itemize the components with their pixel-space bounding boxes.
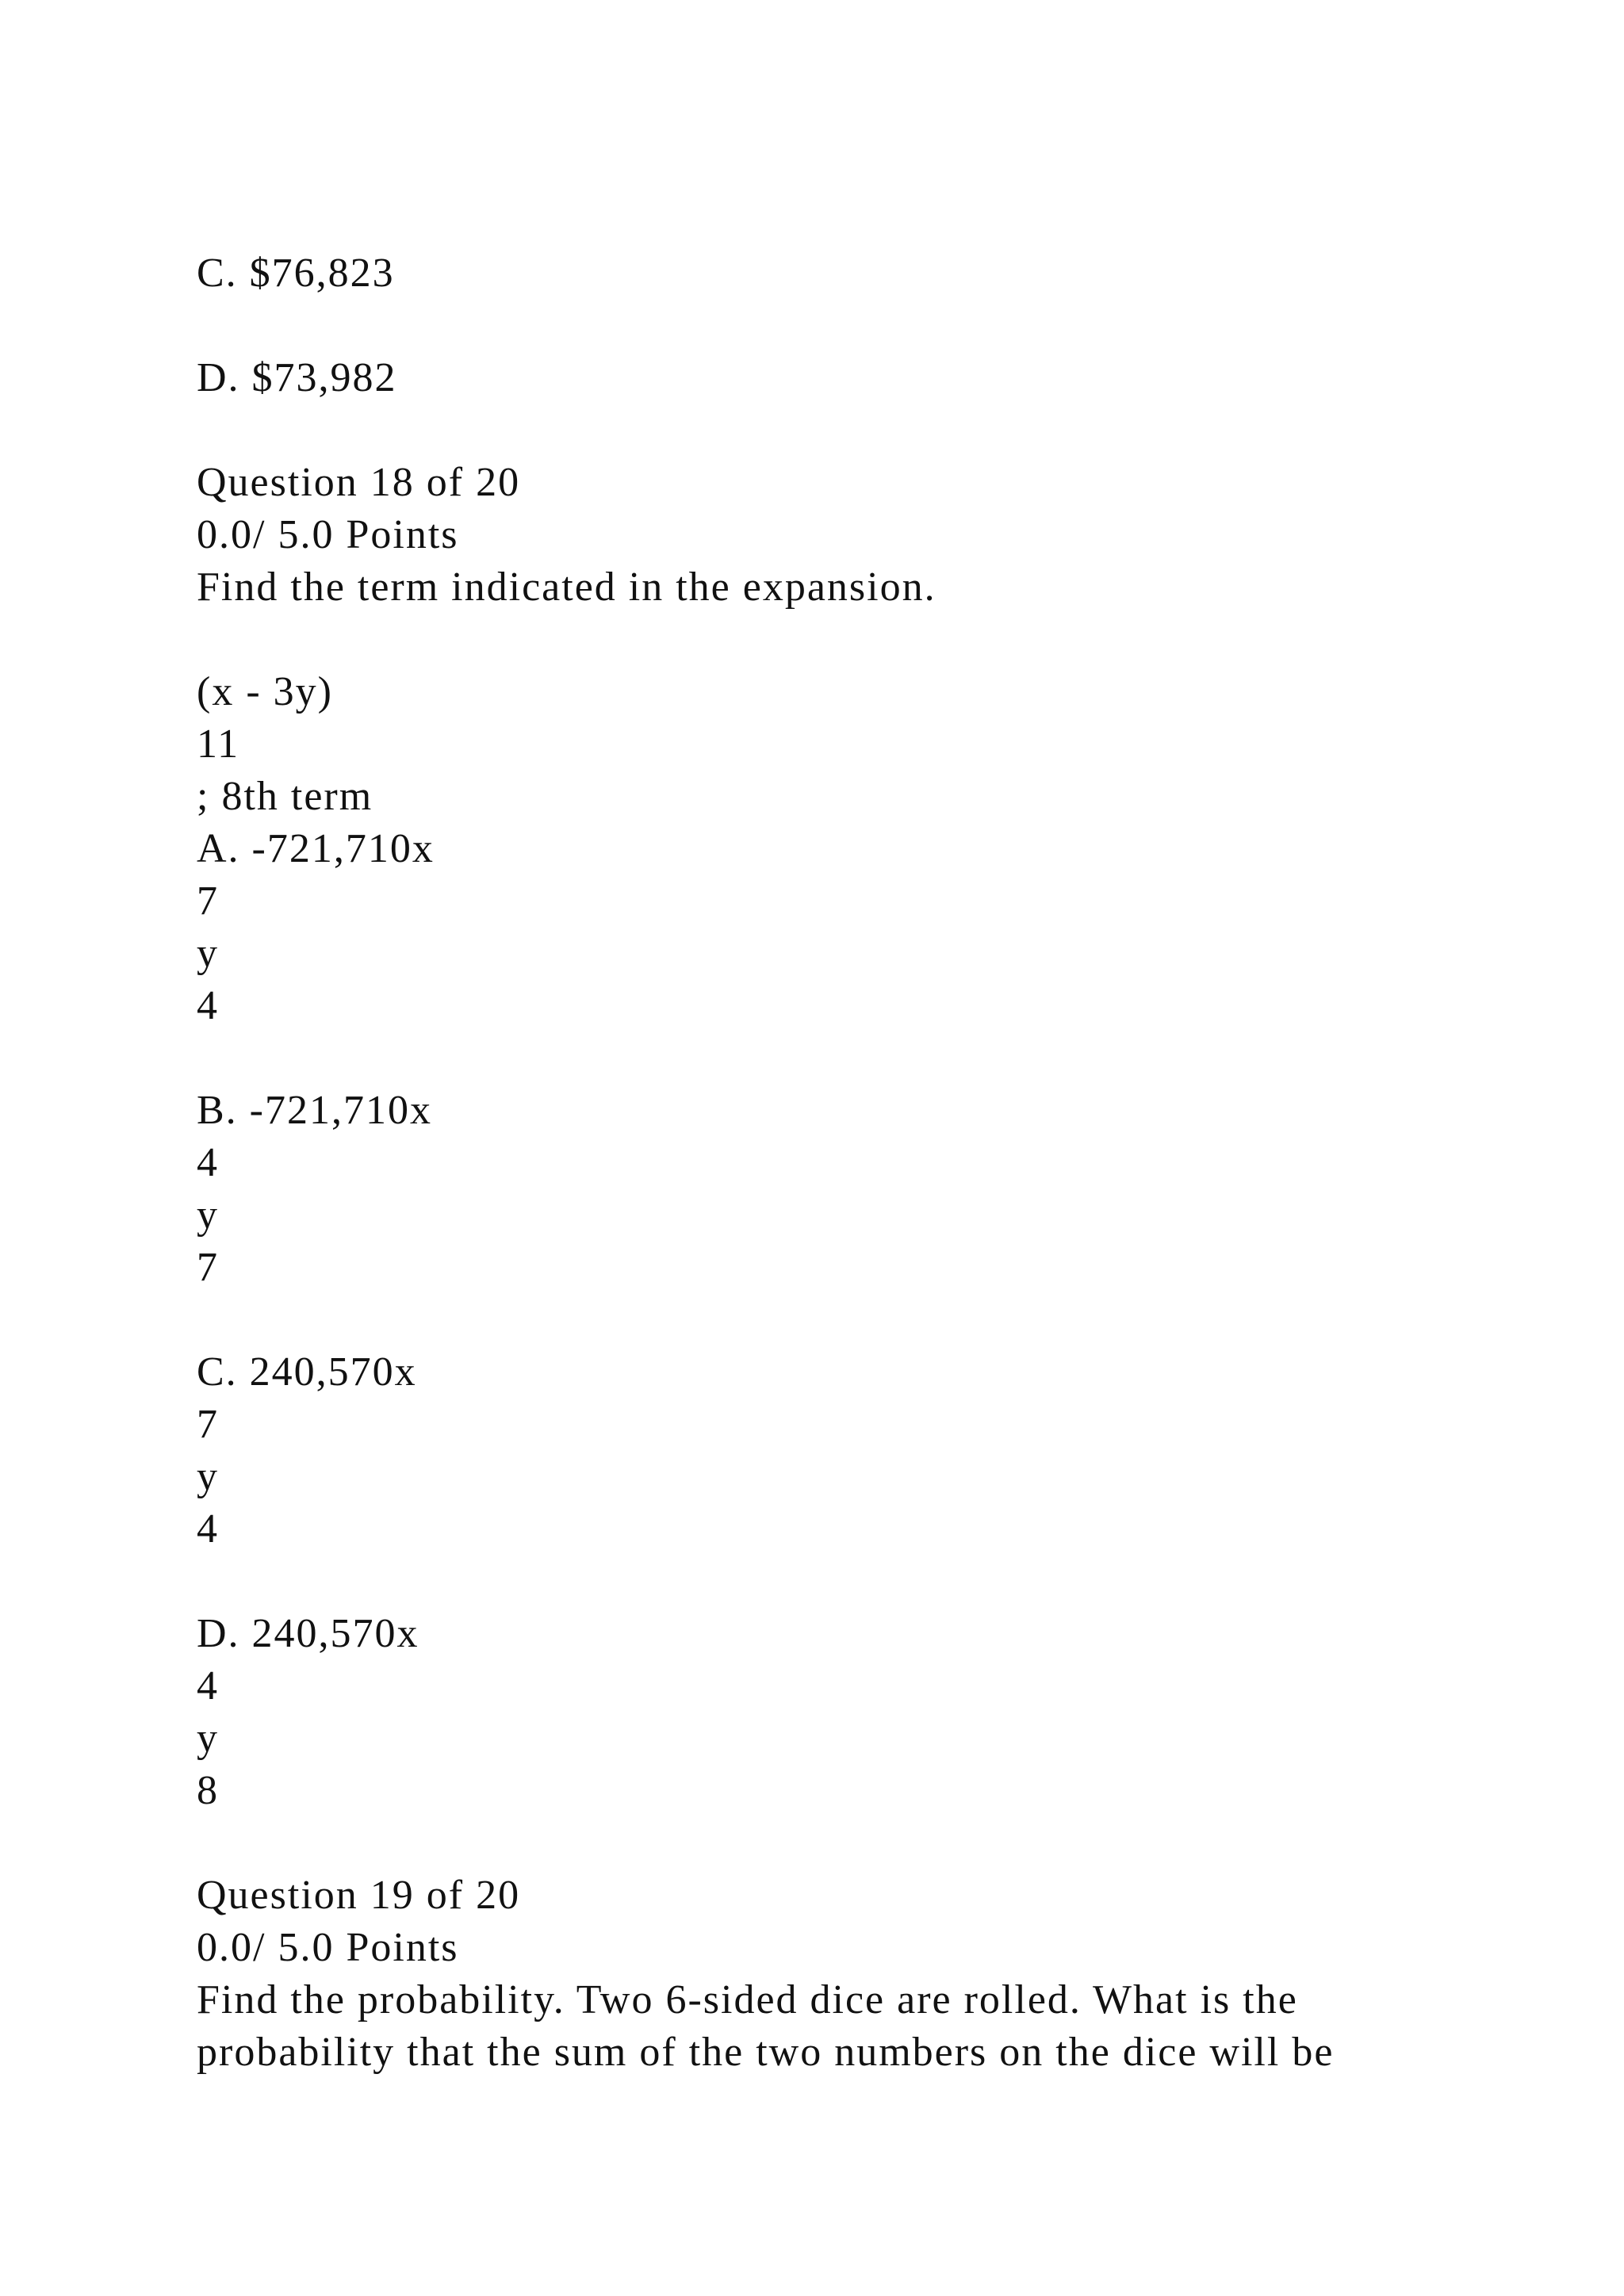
option-b-y-exponent: 7 (197, 1245, 219, 1290)
option-a-x-exponent: 7 (197, 878, 219, 924)
option-d-x-exponent: 4 (197, 1663, 219, 1709)
option-d-y: y (197, 1716, 219, 1761)
question-18-prompt: Find the term indicated in the expansion. (197, 564, 936, 610)
question-18-points: 0.0/ 5.0 Points (197, 512, 459, 557)
option-a-coefficient: A. -721,710x (197, 826, 435, 871)
option-c-x-exponent: 7 (197, 1402, 219, 1447)
question-19-points: 0.0/ 5.0 Points (197, 1925, 459, 1970)
option-c-y-exponent: 4 (197, 1506, 219, 1552)
option-a-y: y (197, 931, 219, 976)
option-d-y-exponent: 8 (197, 1768, 219, 1813)
option-b-x-exponent: 4 (197, 1140, 219, 1185)
option-b-coefficient: B. -721,710x (197, 1088, 432, 1133)
question-18-header: Question 18 of 20 (197, 460, 521, 505)
question-19-header: Question 19 of 20 (197, 1873, 521, 1918)
expression-term: ; 8th term (197, 774, 373, 819)
expression-base: (x - 3y) (197, 669, 333, 714)
option-c-coefficient: C. 240,570x (197, 1349, 417, 1395)
option-c-y: y (197, 1454, 219, 1499)
option-c-q17: C. $76,823 (197, 251, 395, 296)
option-b-y: y (197, 1192, 219, 1238)
question-19-prompt-line1: Find the probability. Two 6-sided dice are rolled. What is the (197, 1977, 1298, 2022)
expression-exponent: 11 (197, 721, 240, 767)
option-d-q17: D. $73,982 (197, 355, 397, 400)
option-a-y-exponent: 4 (197, 983, 219, 1028)
question-19-prompt-line2: probability that the sum of the two numbers on the dice will be (197, 2030, 1335, 2075)
option-d-coefficient: D. 240,570x (197, 1611, 419, 1656)
